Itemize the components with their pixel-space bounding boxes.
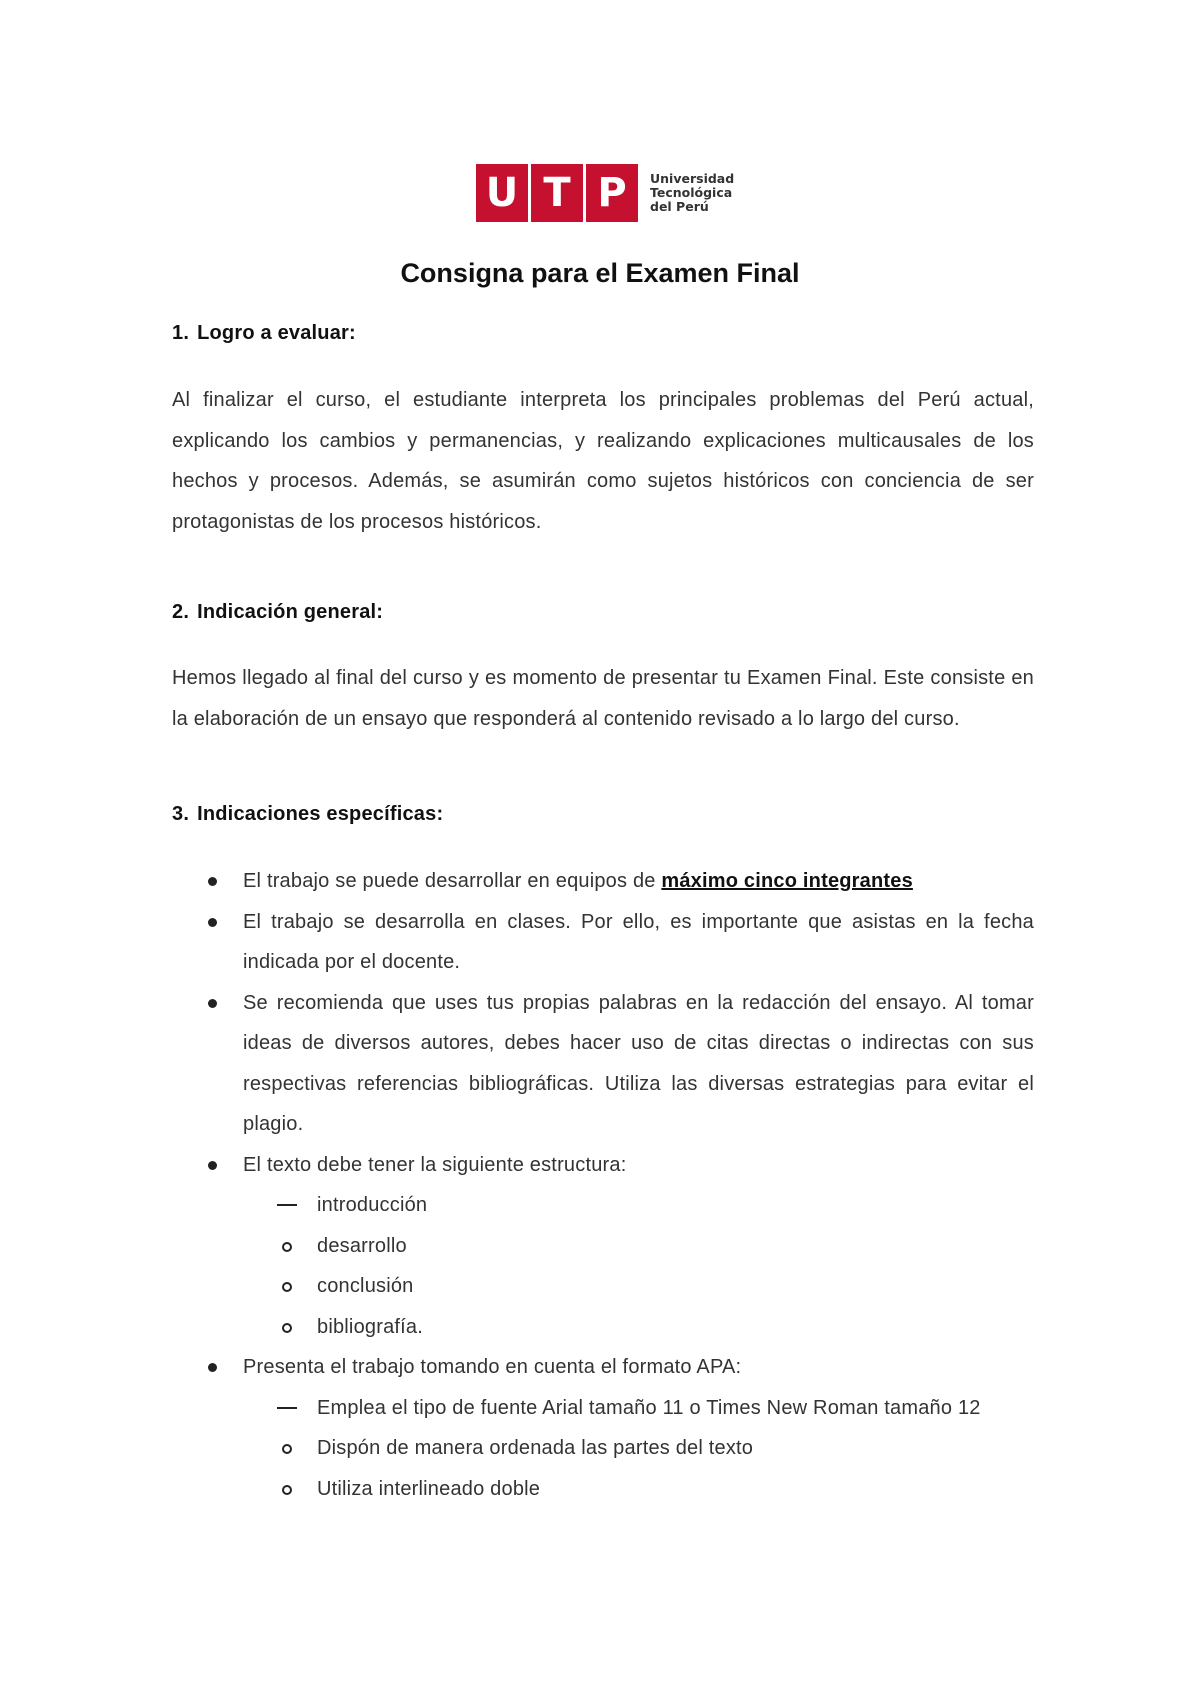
list-item bbox=[172, 1347, 1034, 1509]
section-2-title: Indicación general: bbox=[197, 601, 384, 623]
specific-instructions-list bbox=[172, 861, 1034, 1509]
dash-icon bbox=[277, 1204, 297, 1206]
logo-letter-u: U bbox=[476, 164, 528, 222]
sublist-item bbox=[243, 1469, 1034, 1510]
section-3-title: Indicaciones específicas: bbox=[197, 803, 444, 825]
document-title: Consigna para el Examen Final bbox=[400, 258, 800, 288]
bullet-icon bbox=[208, 918, 217, 927]
sublist-item bbox=[243, 1428, 1034, 1469]
section-1-number: 1. bbox=[172, 322, 190, 344]
logo-letter-p: P bbox=[586, 164, 638, 222]
list-item bbox=[172, 902, 1034, 983]
sublist-item bbox=[243, 1226, 1034, 1267]
logo-wordmark bbox=[650, 172, 734, 214]
list-item bbox=[172, 1145, 1034, 1348]
structure-sublist bbox=[243, 1185, 1034, 1347]
utp-logo bbox=[476, 164, 734, 222]
list-item-text: Se recomienda que uses tus propias palabras en la redacción del ensayo. Al tomar ideas de diversos autores, debes hacer uso de citas directas o indirectas con sus respectivas referencias bibliográficas. Utiliza las diversas estrategias para evitar el plagio. bbox=[243, 991, 1034, 1135]
bullet-icon bbox=[208, 877, 217, 886]
section-2-heading bbox=[172, 601, 383, 624]
list-item-text: Presenta el trabajo tomando en cuenta el formato APA: bbox=[243, 1356, 742, 1378]
section-2-text: Hemos llegado al final del curso y es momento de presentar tu Examen Final. Este consiste en la elaboración de un ensayo que responderá al contenido revisado a lo largo del curso. bbox=[172, 667, 1034, 730]
bullet-icon bbox=[208, 1363, 217, 1372]
sublist-item bbox=[243, 1307, 1034, 1348]
section-3-number: 3. bbox=[172, 803, 190, 825]
circle-bullet-icon bbox=[282, 1282, 292, 1292]
sublist-item bbox=[243, 1388, 1034, 1429]
section-1-text: Al finalizar el curso, el estudiante interpreta los principales problemas del Perú actual, explicando los cambios y permanencias, y realizando explicaciones multicausales de los hechos y procesos. Además, se asumirán como sujetos históricos con conciencia de ser protagonistas de los procesos históricos. bbox=[172, 389, 1034, 533]
logo-letters bbox=[476, 164, 638, 222]
circle-bullet-icon bbox=[282, 1444, 292, 1454]
sublist-item-text: Dispón de manera ordenada las partes del texto bbox=[317, 1437, 754, 1459]
list-item-text: El trabajo se puede desarrollar en equipos de bbox=[243, 870, 662, 892]
logo-line-3: del Perú bbox=[650, 199, 709, 214]
circle-bullet-icon bbox=[282, 1485, 292, 1495]
section-1-heading bbox=[172, 322, 356, 345]
section-1-title: Logro a evaluar: bbox=[197, 322, 356, 344]
dash-icon bbox=[277, 1407, 297, 1409]
logo-letter-t: T bbox=[531, 164, 583, 222]
sublist-item-text: bibliografía. bbox=[317, 1315, 423, 1338]
list-item-text: El texto debe tener la siguiente estructura: bbox=[243, 1153, 627, 1176]
section-2-number: 2. bbox=[172, 601, 190, 623]
circle-bullet-icon bbox=[282, 1323, 292, 1333]
list-item bbox=[172, 983, 1034, 1145]
sublist-item-text: Emplea el tipo de fuente Arial tamaño 11 o Times New Roman tamaño 12 bbox=[317, 1396, 981, 1419]
sublist-item-text: conclusión bbox=[317, 1275, 414, 1297]
sublist-item-text: introducción bbox=[317, 1194, 428, 1216]
list-item-text: El trabajo se desarrolla en clases. Por ello, es importante que asistas en la fecha indicada por el docente. bbox=[243, 910, 1034, 973]
bullet-icon bbox=[208, 1161, 217, 1170]
bullet-icon bbox=[208, 999, 217, 1008]
logo-line-2: Tecnológica bbox=[650, 185, 733, 200]
list-item bbox=[172, 861, 1034, 902]
list-item-emphasis: máximo cinco integrantes bbox=[661, 870, 913, 892]
apa-format-sublist bbox=[243, 1388, 1034, 1510]
logo-line-1: Universidad bbox=[650, 171, 735, 186]
circle-bullet-icon bbox=[282, 1242, 292, 1252]
sublist-item bbox=[243, 1185, 1034, 1226]
section-3-heading bbox=[172, 803, 443, 826]
sublist-item-text: Utiliza interlineado doble bbox=[317, 1477, 541, 1500]
sublist-item-text: desarrollo bbox=[317, 1234, 407, 1257]
sublist-item bbox=[243, 1266, 1034, 1307]
